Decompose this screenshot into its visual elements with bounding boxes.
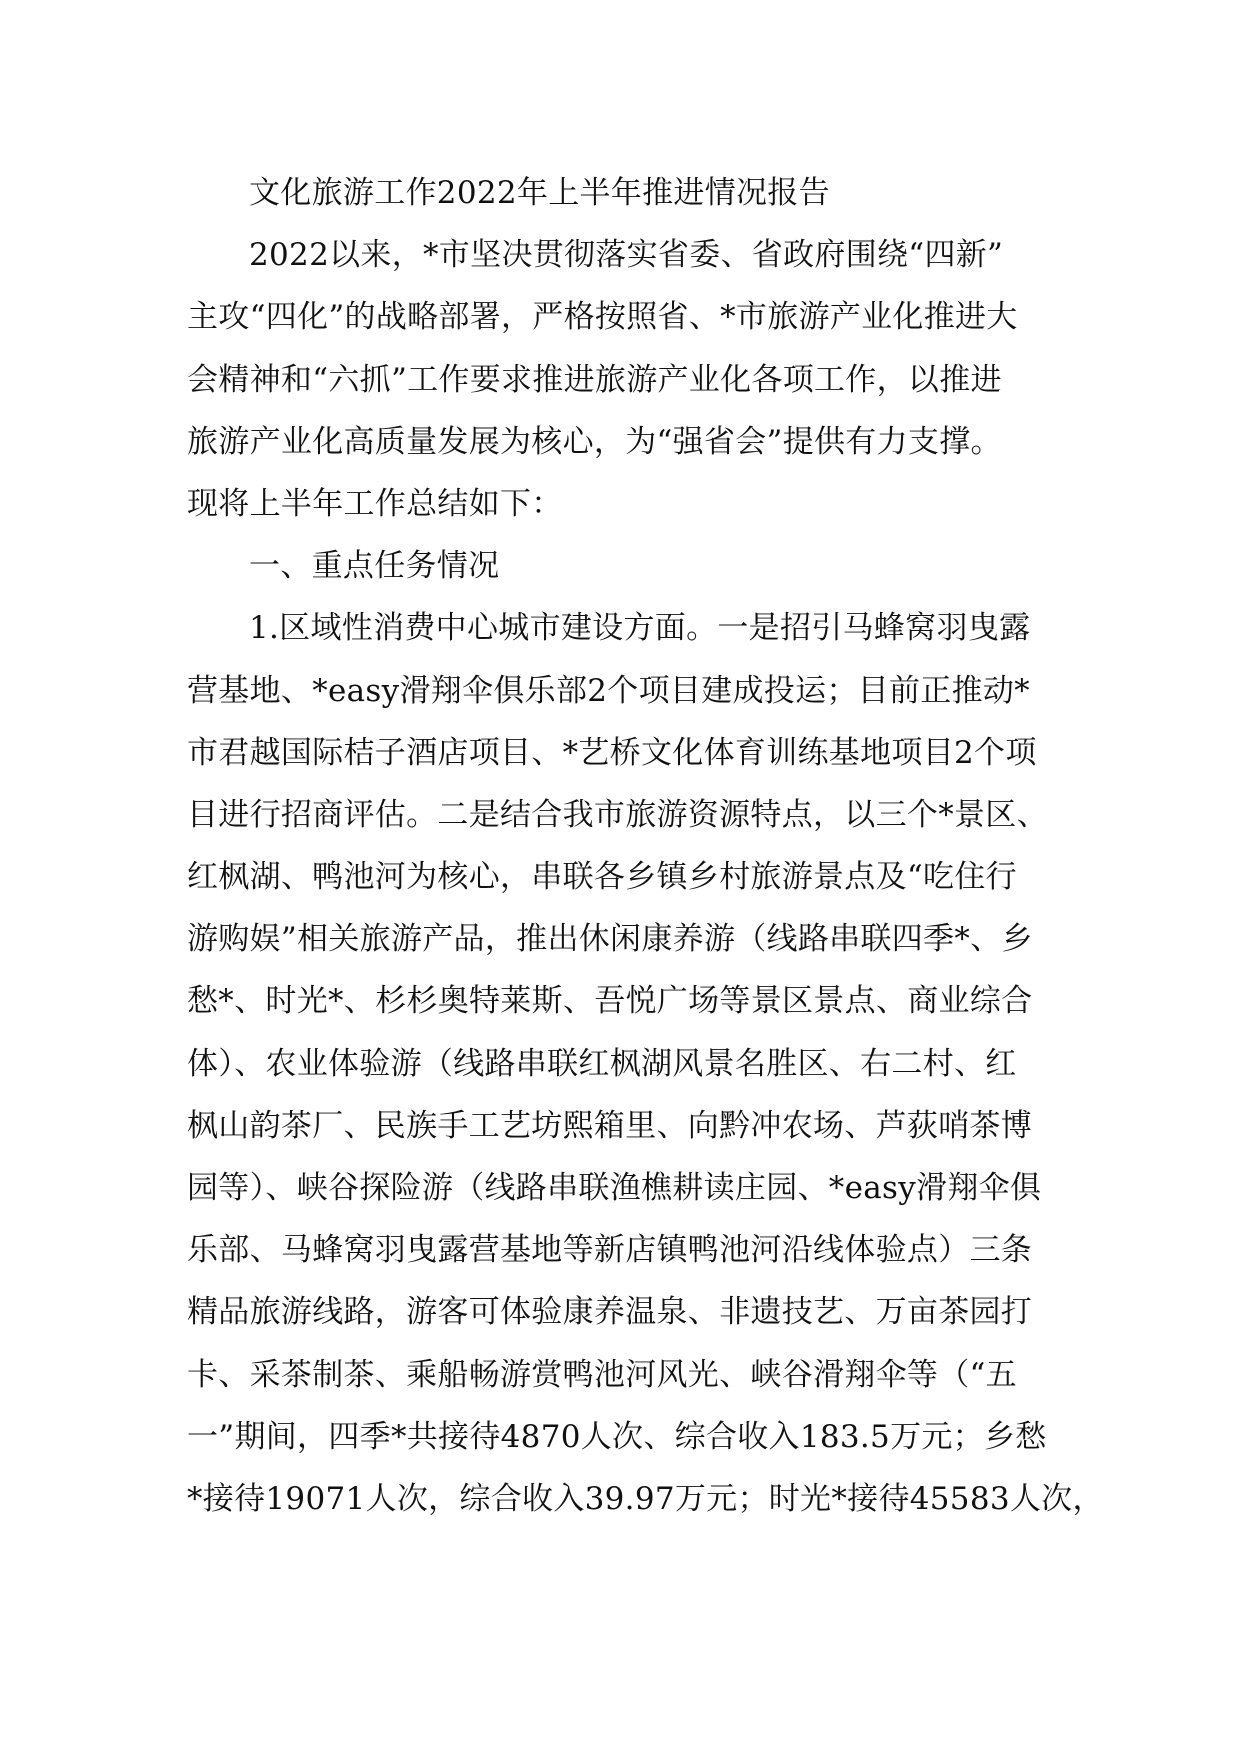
- paragraph-line: 目进行招商评估。二是结合我市旅游资源特点，以三个*景区、: [187, 796, 1048, 833]
- section-heading: 一、重点任务情况: [249, 548, 500, 585]
- document-title: 文化旅游工作2022年上半年推进情况报告: [249, 175, 830, 211]
- paragraph-line: 1.区域性消费中心城市建设方面。一是招引马蜂窝羽曳露: [249, 610, 1031, 647]
- paragraph-line: 枫山韵茶厂、民族手工艺坊熙箱里、向黔冲农场、芦荻哨茶博: [187, 1107, 1033, 1144]
- paragraph-line: 旅游产业化高质量发展为核心，为“强省会”提供有力支撑。: [187, 423, 1002, 460]
- document-page: [187, 162, 1104, 1530]
- paragraph-line: 主攻“四化”的战略部署，严格按照省、*市旅游产业化推进大: [187, 299, 1018, 336]
- paragraph-line: 一”期间，四季*共接待4870人次、综合收入183.5万元；乡愁: [187, 1418, 1047, 1455]
- paragraph-line: 精品旅游线路，游客可体验康养温泉、非遗技艺、万亩茶园打: [187, 1294, 1033, 1331]
- paragraph-line: 2022以来，*市坚决贯彻落实省委、省政府围绕“四新”: [249, 237, 1004, 274]
- paragraph-line: 营基地、*easy滑翔伞俱乐部2个项目建成投运；目前正推动*: [187, 672, 1030, 709]
- paragraph-line: 愁*、时光*、杉杉奥特莱斯、吾悦广场等景区景点、商业综合: [187, 983, 1033, 1020]
- paragraph-line: 现将上半年工作总结如下：: [187, 485, 563, 522]
- paragraph-line: 会精神和“六抓”工作要求推进旅游产业化各项工作，以推进: [187, 361, 1002, 398]
- paragraph-line: 园等）、峡谷探险游（线路串联渔樵耕读庄园、*easy滑翔伞俱: [187, 1170, 1042, 1206]
- paragraph-line: *接待19071人次，综合收入39.97万元；时光*接待45583人次，: [187, 1480, 1104, 1517]
- paragraph-line: 红枫湖、鸭池河为核心，串联各乡镇乡村旅游景点及“吃住行: [187, 859, 1017, 896]
- paragraph-line: 卡、采茶制茶、乘船畅游赏鸭池河风光、峡谷滑翔伞等（“五: [187, 1356, 1017, 1393]
- paragraph-line: 游购娱”相关旅游产品，推出休闲康养游（线路串联四季*、乡: [187, 921, 1033, 958]
- paragraph-line: 乐部、马蜂窝羽曳露营基地等新店镇鸭池河沿线体验点）三条: [187, 1232, 1033, 1269]
- paragraph-line: 市君越国际桔子酒店项目、*艺桥文化体育训练基地项目2个项: [187, 734, 1037, 771]
- paragraph-line: 体）、农业体验游（线路串联红枫湖风景名胜区、右二村、红: [187, 1045, 1017, 1082]
